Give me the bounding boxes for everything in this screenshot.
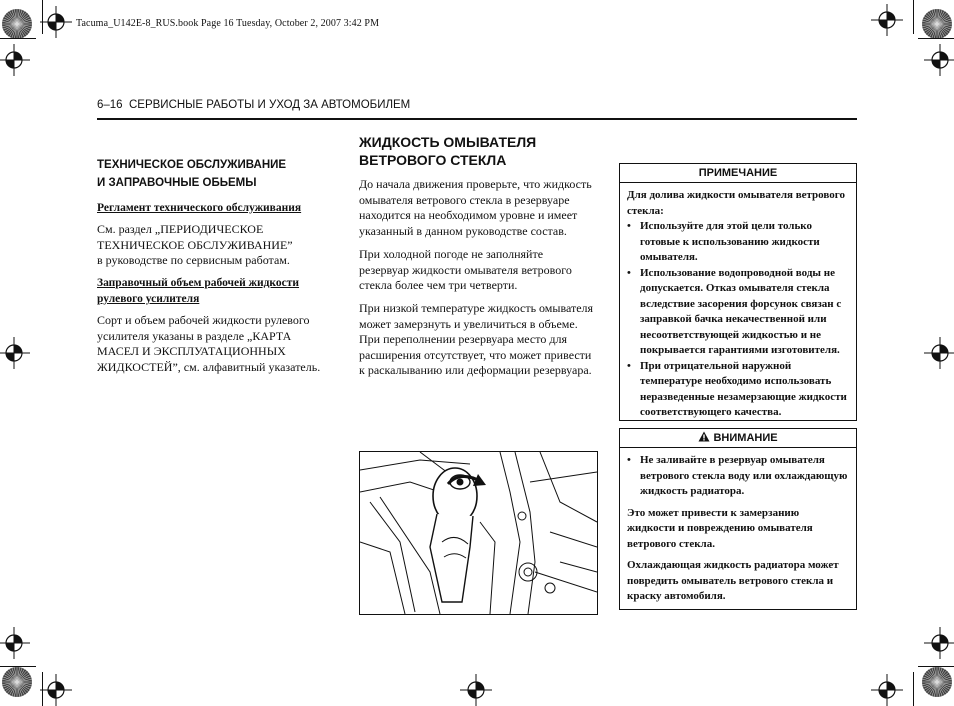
text-line: в руководстве по сервисным работам. <box>97 253 290 267</box>
text-line: См. раздел „ПЕРИОДИЧЕСКОЕ <box>97 222 264 236</box>
text-line: указанный в данном руководстве состав. <box>359 223 567 238</box>
text-line: к раскалыванию или деформации резервуара. <box>359 363 592 377</box>
registration-target-icon <box>924 627 954 659</box>
crop-line <box>913 672 914 706</box>
engine-bay-drawing <box>360 452 597 614</box>
registration-target-icon <box>40 6 72 38</box>
list-item: • Не заливайте в резервуар омывателя ветрового стекла воду или охлаждающую жидкость радиатора. <box>627 453 849 500</box>
text-line: ЖИДКОСТЕЙ”, см. алфавитный указатель. <box>97 359 321 374</box>
schedule-paragraph <box>97 222 329 269</box>
color-target-icon <box>0 7 34 41</box>
list-item: • При отрицательной наружной температуре необходимо использовать неразведенные незамерзающие жидкости соответствующего качества. <box>627 359 849 421</box>
crop-line <box>918 666 954 667</box>
warning-box <box>619 428 857 610</box>
note-intro: Для долива жидкости омывателя ветрового стекла: <box>627 189 845 217</box>
print-slug: Tacuma_U142E-8_RUS.book Page 16 Tuesday, October 2, 2007 3:42 PM <box>76 18 380 29</box>
registration-target-icon <box>924 44 954 76</box>
washer-paragraph-2 <box>359 247 597 294</box>
registration-target-icon <box>924 337 954 369</box>
text-line: расширения отсутствует, что может привести <box>359 347 592 362</box>
registration-target-icon <box>0 627 30 659</box>
warning-header <box>620 429 856 448</box>
warning-paragraph-2: Охлаждающая жидкость радиатора может повредить омыватель ветрового стекла и краску автомобиля. <box>627 559 839 602</box>
text-line: При переполнении резервуара место для <box>359 332 567 346</box>
subheading-steering-fluid <box>97 275 329 307</box>
registration-target-icon <box>871 674 903 706</box>
note-list <box>627 219 849 421</box>
text-line: До начала движения проверьте, что жидкость <box>359 177 592 191</box>
maintenance-heading <box>97 156 329 192</box>
running-title: СЕРВИСНЫЕ РАБОТЫ И УХОД ЗА АВТОМОБИЛЕМ <box>128 99 411 111</box>
registration-target-icon <box>0 44 30 76</box>
list-item: • Использование водопроводной воды не допускается. Отказ омывателя стекла вследствие засорения форсунок связан с заправкой бачка некачественной или несоответствующей жидкостью и не покрывается гарантиями изготовителя. <box>627 266 849 359</box>
heading-line: ТЕХНИЧЕСКОЕ ОБСЛУЖИВАНИЕ <box>97 159 287 171</box>
heading-line: И ЗАПРАВОЧНЫЕ ОБЬЕМЫ <box>97 177 257 189</box>
registration-target-icon <box>460 674 492 706</box>
text-line: находится на необходимом уровне и имеет <box>359 208 578 222</box>
text-line: может замерзнуть и увеличиться в объеме. <box>359 316 578 331</box>
crop-line <box>913 0 914 34</box>
title-line: ВЕТРОВОГО СТЕКЛА <box>359 152 507 168</box>
crop-line <box>0 666 36 667</box>
warning-body <box>620 448 856 609</box>
warning-paragraph-1: Это может привести к замерзанию жидкости и повреждению омывателя ветрового стекла. <box>627 506 813 550</box>
text-line: Сорт и объем рабочей жидкости рулевого <box>97 313 310 327</box>
subheading-schedule: Регламент технического обслуживания <box>97 202 302 214</box>
color-target-icon <box>920 665 954 699</box>
text-line: стекла более чем три четверти. <box>359 278 518 292</box>
text-line: Заправочный объем рабочей жидкости <box>97 277 300 289</box>
washer-reservoir-illustration <box>359 451 598 615</box>
text-line: омывателя ветрового стекла в резервуаре <box>359 192 570 207</box>
warning-triangle-icon <box>698 431 710 442</box>
text-line: При холодной погоде не заполняйте <box>359 247 544 261</box>
warning-title: ВНИМАНИЕ <box>713 432 778 444</box>
page-number: 6–16 <box>97 99 123 111</box>
registration-target-icon <box>40 674 72 706</box>
color-target-icon <box>920 7 954 41</box>
text-line: ТЕХНИЧЕСКОЕ ОБСЛУЖИВАНИЕ” <box>97 237 293 252</box>
crop-line <box>918 38 954 39</box>
section-title <box>359 133 597 169</box>
warning-list <box>627 453 849 500</box>
crop-line <box>42 0 43 34</box>
note-box <box>619 163 857 421</box>
crop-line <box>0 38 36 39</box>
title-line: ЖИДКОСТЬ ОМЫВАТЕЛЯ <box>359 134 537 150</box>
text-line: усилителя указаны в разделе „КАРТА <box>97 328 292 343</box>
washer-paragraph-1 <box>359 177 597 239</box>
registration-target-icon <box>0 337 30 369</box>
crop-line <box>42 672 43 706</box>
text-line: резервуар жидкости омывателя ветрового <box>359 262 572 277</box>
text-line: При низкой температуре жидкость омывателя <box>359 301 594 315</box>
list-item: • Используйте для этой цели только готовые к использованию жидкости омывателя. <box>627 219 849 266</box>
page-header <box>97 99 410 111</box>
text-line: МАСЕЛ И ЭКСПЛУАТАЦИОННЫХ <box>97 344 286 358</box>
steering-fluid-paragraph <box>97 313 329 375</box>
text-line: рулевого усилителя <box>97 293 200 305</box>
header-rule <box>97 118 857 120</box>
registration-target-icon <box>871 4 903 36</box>
color-target-icon <box>0 665 34 699</box>
note-body <box>620 183 856 425</box>
washer-paragraph-3 <box>359 301 597 379</box>
note-header: ПРИМЕЧАНИЕ <box>620 164 856 183</box>
